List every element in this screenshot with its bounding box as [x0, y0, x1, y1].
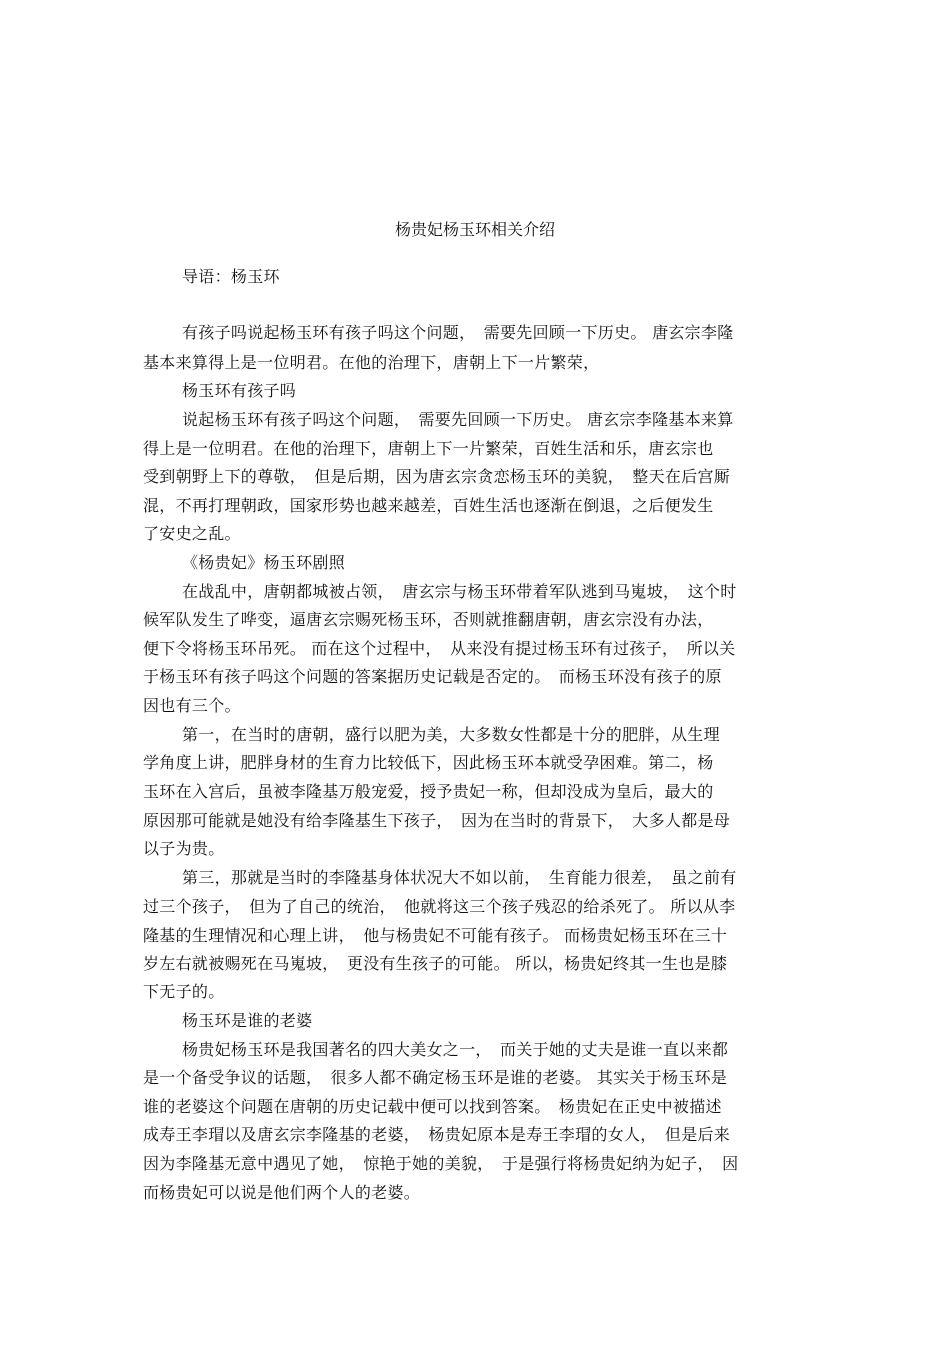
section-heading: 杨玉环是谁的老婆	[182, 1011, 313, 1030]
text-line: 基本来算得上是一位明君。在他的治理下，唐朝上下一片繁荣，	[143, 353, 600, 372]
lead-line: 导语：杨玉环	[182, 267, 280, 286]
text-line: 原因那可能就是她没有给李隆基生下孩子， 因为在当时的背景下， 大多人都是母	[143, 811, 731, 830]
document-title: 杨贵妃杨玉环相关介绍	[394, 220, 555, 239]
text-line: 有孩子吗说起杨玉环有孩子吗这个问题， 需要先回顾一下历史。 唐玄宗李隆	[182, 323, 734, 342]
text-line: 而杨贵妃可以说是他们两个人的老婆。	[143, 1183, 421, 1202]
text-line: 在战乱中，唐朝都城被占领， 唐玄宗与杨玉环带着军队逃到马嵬坡， 这个时	[182, 582, 737, 601]
text-line: 于杨玉环有孩子吗这个问题的答案据历史记载是否定的。 而杨玉环没有孩子的原	[143, 667, 722, 686]
text-line: 说起杨玉环有孩子吗这个问题， 需要先回顾一下历史。 唐玄宗李隆基本来算	[182, 410, 734, 429]
text-line: 谁的老婆这个问题在唐朝的历史记载中便可以找到答案。 杨贵妃在正史中被描述	[143, 1097, 722, 1116]
text-line: 第三，那就是当时的李隆基身体状况大不如以前， 生育能力很差， 虽之前有	[182, 868, 737, 887]
text-line: 第一，在当时的唐朝，盛行以肥为美，大多数女性都是十分的肥胖，从生理	[182, 725, 720, 744]
text-line: 候军队发生了哗变，逼唐玄宗赐死杨玉环，否则就推翻唐朝，唐玄宗没有办法，	[143, 610, 714, 629]
text-line: 得上是一位明君。在他的治理下，唐朝上下一片繁荣，百姓生活和乐，唐玄宗也	[143, 439, 714, 458]
text-line: 学角度上讲，肥胖身材的生育力比较低下，因此杨玉环本就受孕困难。第二，杨	[143, 753, 714, 772]
text-line: 因为李隆基无意中遇见了她， 惊艳于她的美貌， 于是强行将杨贵妃纳为妃子， 因	[143, 1154, 739, 1173]
text-line: 以子为贵。	[143, 839, 225, 858]
text-line: 隆基的生理情况和心理上讲， 他与杨贵妃不可能有孩子。 而杨贵妃杨玉环在三十	[143, 926, 728, 945]
text-line: 因也有三个。	[143, 696, 241, 715]
text-line: 下无子的。	[143, 982, 225, 1001]
text-line: 混，不再打理朝政，国家形势也越来越差，百姓生活也逐渐在倒退，之后便发生	[143, 496, 714, 515]
text-line: 受到朝野上下的尊敬， 但是后期，因为唐玄宗贪恋杨玉环的美貌， 整天在后宫厮	[143, 467, 731, 486]
text-line: 过三个孩子， 但为了自己的统治， 他就将这三个孩子残忍的给杀死了。 所以从李	[143, 897, 736, 916]
text-line: 岁左右就被赐死在马嵬坡， 更没有生孩子的可能。 所以，杨贵妃终其一生也是膝	[143, 954, 728, 973]
text-line: 是一个备受争议的话题， 很多人都不确定杨玉环是谁的老婆。 其实关于杨玉环是	[143, 1068, 728, 1087]
text-line: 杨贵妃杨玉环是我国著名的四大美女之一， 而关于她的丈夫是谁一直以来都	[182, 1040, 729, 1059]
image-caption: 《杨贵妃》杨玉环剧照	[182, 553, 346, 572]
text-line: 了安史之乱。	[143, 524, 241, 543]
text-line: 玉环在入宫后，虽被李隆基万般宠爱，授予贵妃一称，但却没成为皇后，最大的	[143, 782, 714, 801]
section-heading: 杨玉环有孩子吗	[182, 381, 297, 400]
text-line: 成寿王李瑁以及唐玄宗李隆基的老婆， 杨贵妃原本是寿王李瑁的女人， 但是后来	[143, 1125, 731, 1144]
text-line: 便下令将杨玉环吊死。 而在这个过程中， 从来没有提过杨玉环有过孩子， 所以关	[143, 639, 736, 658]
